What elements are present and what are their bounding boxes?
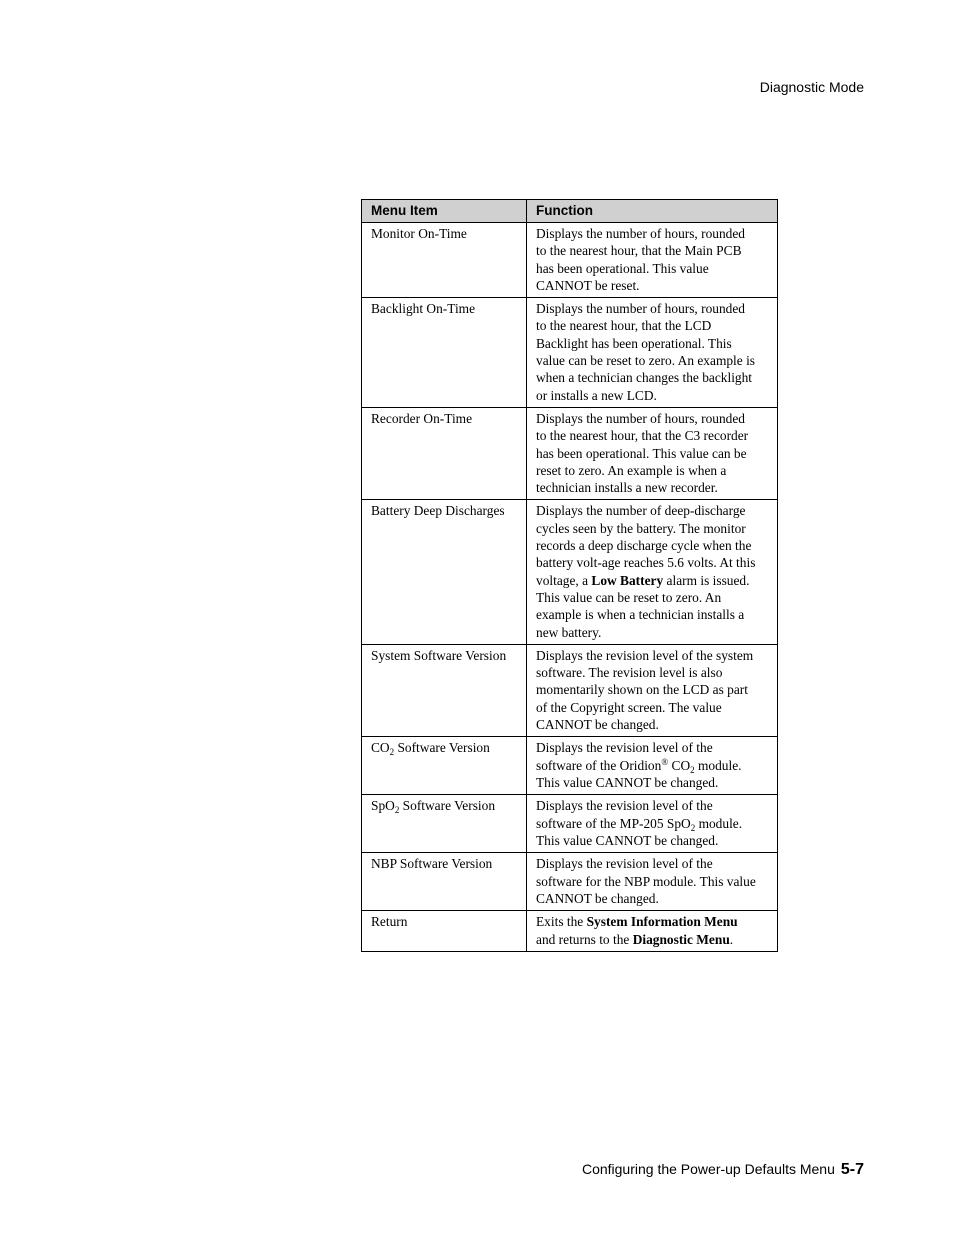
text-segment: Software Version <box>394 740 490 756</box>
text-segment: alarm is issued. This value can be reset to zero. An example is when a technician installs a new battery. <box>536 572 750 640</box>
text-segment: Displays the number of hours, rounded to the nearest hour, that the LCD Backlight has been operational. This value can be reset to zero. An example is when a technician changes the backlight or installs a new LCD. <box>536 301 755 403</box>
running-footer <box>582 1161 864 1179</box>
subscript: 2 <box>690 764 695 775</box>
function-cell <box>527 853 778 911</box>
menu-item-cell <box>362 737 527 795</box>
table-row <box>362 911 778 952</box>
superscript: ® <box>661 756 669 767</box>
text-segment: module. This value CANNOT be changed. <box>536 815 743 848</box>
menu-item-cell <box>362 853 527 911</box>
function-cell <box>527 298 778 408</box>
text-segment: Displays the revision level of the system software. The revision level is also momentarily shown on the LCD as part of the Copyright screen. The value CANNOT be changed. <box>536 647 754 733</box>
table-row <box>362 223 778 298</box>
text-segment: Displays the revision level of the software of the MP-205 SpO <box>536 798 713 831</box>
bold-term: System Information Menu <box>586 914 738 930</box>
footer-title: Configuring the Power-up Defaults Menu <box>581 1161 835 1177</box>
text-segment: Monitor On-Time <box>371 226 467 241</box>
page-number: 5-7 <box>840 1161 864 1178</box>
table-row <box>362 795 778 853</box>
table-header-row <box>362 200 778 223</box>
table-row <box>362 737 778 795</box>
menu-item-cell <box>362 407 527 499</box>
subscript: 2 <box>389 747 395 758</box>
subscript: 2 <box>394 805 400 816</box>
bold-term: Diagnostic Menu <box>632 931 730 947</box>
text-segment: module. This value CANNOT be changed. <box>536 757 742 790</box>
menu-item-cell <box>362 911 527 952</box>
table-body <box>362 223 778 952</box>
text-segment: CO <box>668 757 691 773</box>
bold-term: Low Battery <box>591 572 664 588</box>
function-cell <box>527 795 778 853</box>
table-row <box>362 500 778 644</box>
function-cell <box>527 911 778 952</box>
text-segment: . <box>729 931 734 947</box>
text-segment: Battery Deep Discharges <box>371 503 505 519</box>
function-cell <box>527 223 778 298</box>
column-header-function: Function <box>527 200 778 223</box>
text-segment: Displays the number of hours, rounded to the nearest hour, that the Main PCB has been operational. This value CANNOT be reset. <box>536 226 746 293</box>
table-row <box>362 853 778 911</box>
text-segment: Displays the revision level of the software for the NBP module. This value CANNOT be changed. <box>536 856 756 906</box>
menu-item-cell <box>362 500 527 644</box>
text-segment: CO <box>371 740 390 756</box>
menu-item-cell <box>362 795 527 853</box>
text-segment: Return <box>371 914 408 930</box>
text-segment: Displays the number of hours, rounded to the nearest hour, that the C3 recorder has been operational. This value can be reset to zero. An example is when a technician installs a new recorder. <box>536 410 749 496</box>
text-segment: SpO <box>371 798 395 814</box>
running-header: Diagnostic Mode <box>759 79 864 95</box>
table-row <box>362 644 778 736</box>
text-segment: and returns to the <box>536 931 630 947</box>
text-segment: Displays the number of deep-discharge cycles seen by the battery. The monitor records a deep discharge cycle when the battery volt-age reaches 5.6 volts. At this voltage, a <box>536 503 756 588</box>
function-cell <box>527 737 778 795</box>
text-segment: Backlight On-Time <box>371 301 476 317</box>
text-segment: Exits the <box>536 914 587 930</box>
text-segment: NBP Software Version <box>371 856 493 872</box>
column-header-menu-item: Menu Item <box>362 200 527 223</box>
menu-function-table <box>361 199 778 952</box>
subscript: 2 <box>690 822 696 833</box>
text-segment: Software Version <box>399 798 496 814</box>
text-segment: System Software Version <box>371 647 507 663</box>
function-cell <box>527 500 778 644</box>
menu-item-cell <box>362 644 527 736</box>
menu-item-cell <box>362 298 527 408</box>
function-cell <box>527 407 778 499</box>
function-cell <box>527 644 778 736</box>
menu-item-cell <box>362 223 527 298</box>
table-row <box>362 298 778 408</box>
table-row <box>362 407 778 499</box>
text-segment: Recorder On-Time <box>371 410 473 426</box>
text-segment: Displays the revision level of the software of the Oridion <box>536 740 713 773</box>
